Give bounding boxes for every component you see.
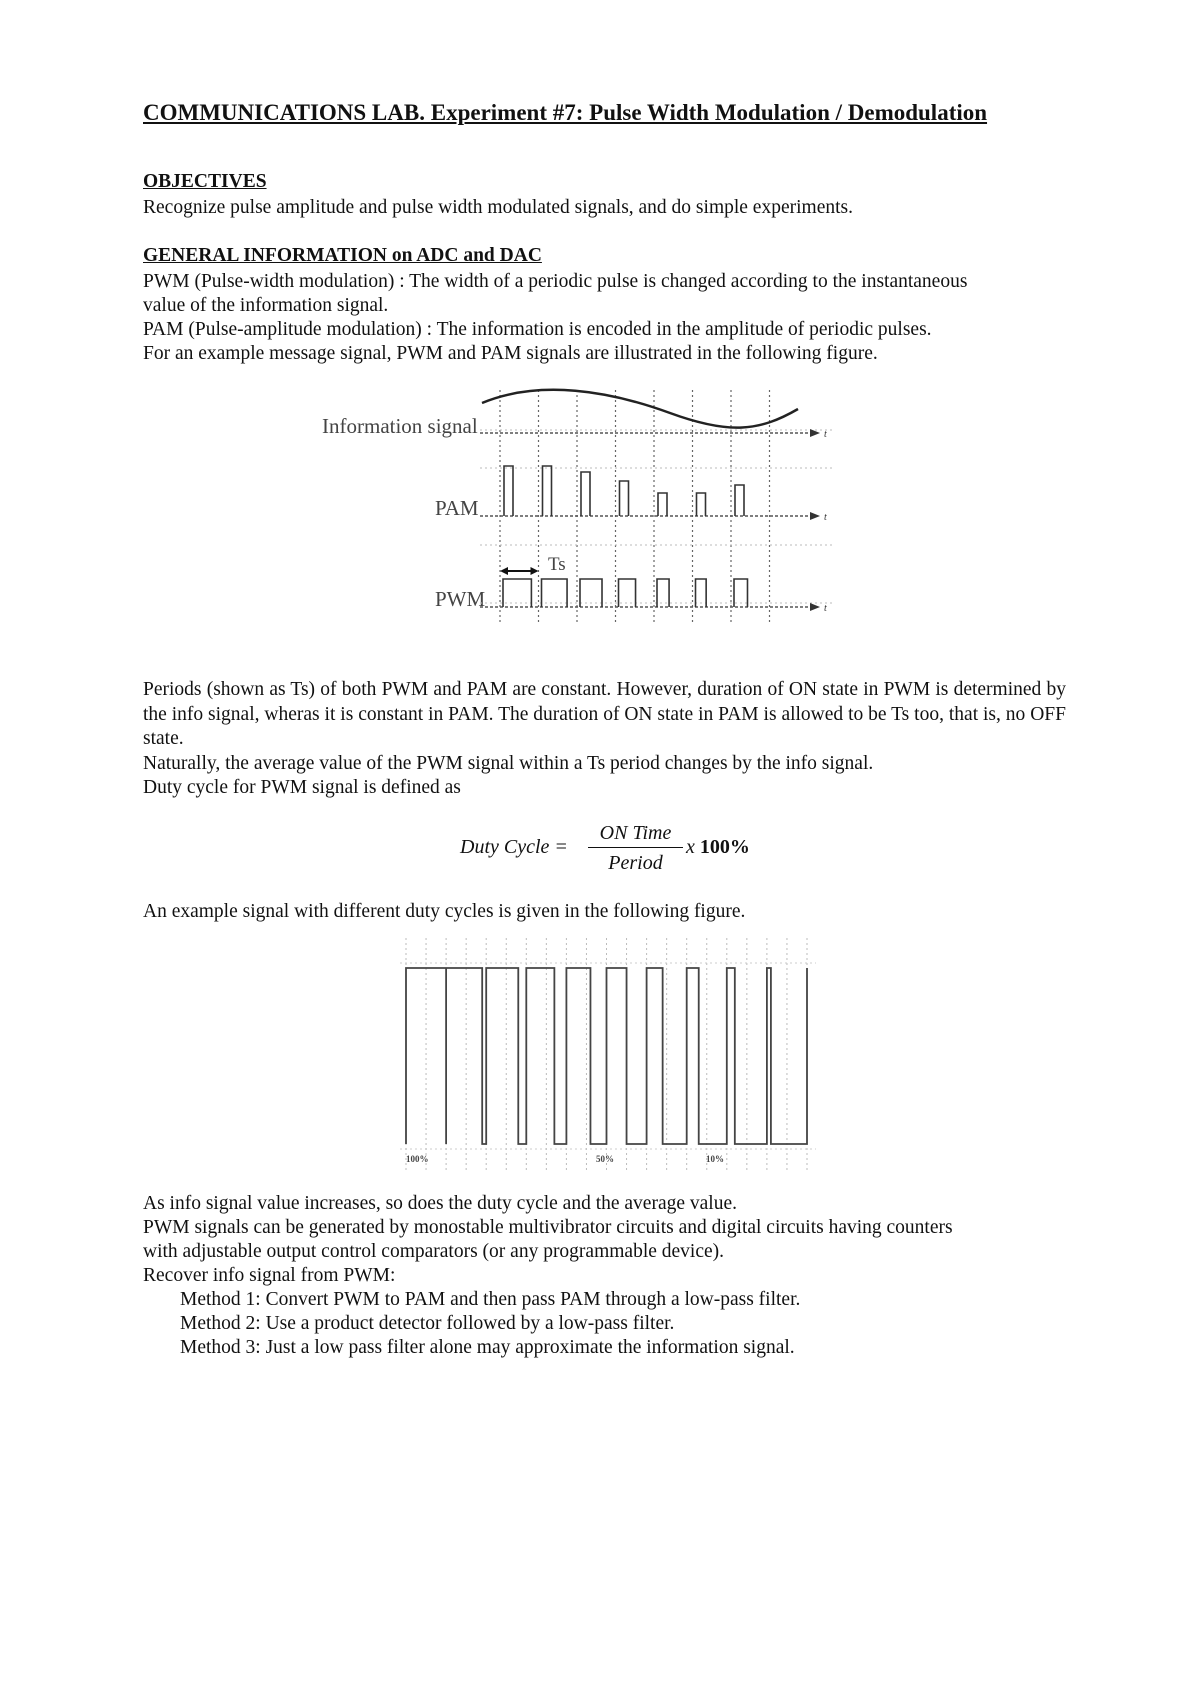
ts-arrow-left-head [500,567,508,575]
formula-times: x [686,836,700,858]
method-2: Method 2: Use a product detector followed by a low-pass filter. [180,1313,675,1334]
formula-numerator: ON Time [599,822,672,844]
pwm-axis-t-label: t [824,603,827,614]
pam-pulse [504,466,513,516]
pam-label: PAM [435,496,479,520]
pam-pulse [735,485,744,516]
information-signal-curve [482,390,798,428]
formula-lhs: Duty Cycle = [460,836,568,858]
method-1: Method 1: Convert PWM to PAM and then pass PAM through a low-pass filter. [180,1289,801,1310]
pam-pulse [620,481,629,516]
objectives-heading: OBJECTIVES [143,171,267,192]
closing-line1: As info signal value increases, so does the duty cycle and the average value. [143,1193,737,1214]
closing-line3: with adjustable output control comparators (or any programmable device). [143,1241,725,1262]
closing-line2: PWM signals can be generated by monostable multivibrator circuits and digital circuits having counters [143,1217,953,1238]
figure2-intro: An example signal with different duty cycles is given in the following figure. [143,901,746,922]
ts-arrow-right-head [531,567,539,575]
duty-label-100: 100% [406,1154,429,1164]
info-signal-label: Information signal [322,414,478,438]
objectives-text: Recognize pulse amplitude and pulse width modulated signals, and do simple experiments. [143,197,853,218]
average-value-line: Naturally, the average value of the PWM signal within a Ts period changes by the info signal. [143,753,874,774]
figure1-intro: For an example message signal, PWM and PAM signals are illustrated in the following figure. [143,343,878,364]
page-title: COMMUNICATIONS LAB. Experiment #7: Pulse Width Modulation / Demodulation [143,100,988,125]
pwm-definition-line1: PWM (Pulse-width modulation) : The width of a periodic pulse is changed according to the instantaneous [143,271,968,292]
duty-cycle-definition: Duty cycle for PWM signal is defined as [143,777,461,798]
formula-fraction [588,820,683,876]
closing-line4: Recover info signal from PWM: [143,1265,396,1286]
pwm-label: PWM [435,587,486,611]
pam-pulse [581,472,590,516]
pwm-pulse [503,579,531,607]
duty-label-10: 10% [706,1154,724,1164]
pam-axis-t-label: t [824,512,827,523]
pwm-pulse [657,579,669,607]
pam-axis-arrow [810,512,820,520]
pwm-definition-line2: value of the information signal. [143,295,389,316]
formula-percent: 100% [699,836,750,858]
formula-rhs [686,836,750,859]
pwm-pam-figure [310,385,870,635]
general-info-heading: GENERAL INFORMATION on ADC and DAC [143,245,542,266]
pam-definition: PAM (Pulse-amplitude modulation) : The information is encoded in the amplitude of periodic pulses. [143,319,932,340]
pam-pulse [658,493,667,516]
periods-paragraph: Periods (shown as Ts) of both PWM and PAM are constant. However, duration of ON state in PWM is determined by the info signal, wheras it is constant in PAM. The duration of ON state in PAM is allowed to be Ts too, that is, no OFF state. [143,679,1066,749]
pwm-axis-arrow [810,603,820,611]
info-axis-t-label: t [824,429,827,440]
duty-label-50: 50% [596,1154,614,1164]
method-3: Method 3: Just a low pass filter alone may approximate the information signal. [180,1337,795,1358]
fraction-bar [588,847,683,848]
pam-pulse [543,466,552,516]
ts-label: Ts [548,554,566,575]
duty-cycle-figure [400,936,820,1172]
formula-denominator: Period [608,852,663,874]
pam-pulse [697,493,706,516]
